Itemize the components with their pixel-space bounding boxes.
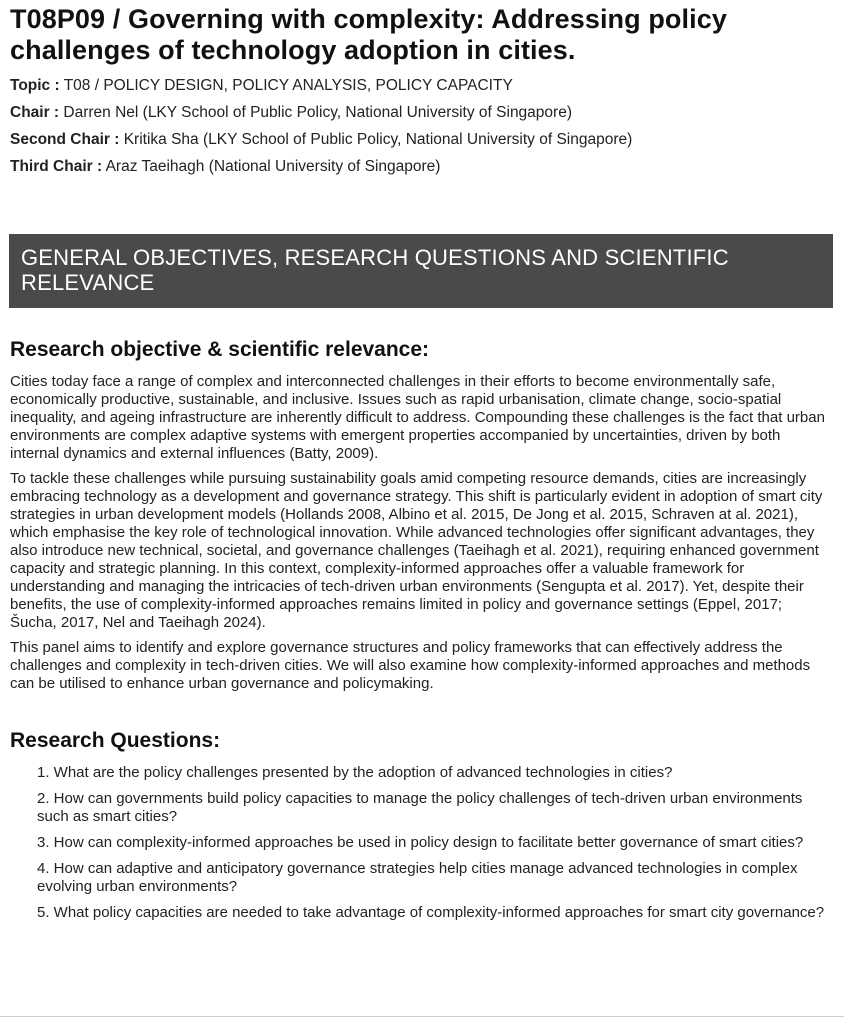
objective-paragraph: To tackle these challenges while pursuing sustainability goals amid competing resource demands, cities are increasingly embracing technology as a development and governance strategy. This shift is particularly evident in adoption of smart city strategies in urban development models (Hollands 2008, Albino et al. 2015, De Jong et al. 2015, Schraven at al. 2021), which emphasise the key role of technological innovation. While advanced technologies offer significant advantages, they also introduce new technical, societal, and governance challenges (Taeihagh et al. 2021), requiring enhanced government capacity and strategic planning. In this context, complexity-informed approaches offer a valuable framework for understanding and managing the intricacies of tech-driven urban environments (Sengupta et al. 2017). Yet, despite their benefits, the use of complexity-informed approaches remains limited in policy and governance settings (Eppel, 2017; Šucha, 2017, Nel and Taeihagh 2024). [10,470,823,631]
third-chair-label: Third Chair : [10,158,103,175]
research-question-item: 3. How can complexity-informed approaches be used in policy design to facilitate better governance of smart cities? [37,834,804,851]
topic-row [10,72,834,99]
panel-header [10,0,834,180]
research-question-item: 2. How can governments build policy capacities to manage the policy challenges of tech-driven urban environments such as smart cities? [37,790,803,825]
second-chair-value: Kritika Sha (LKY School of Public Policy, National University of Singapore) [123,131,633,148]
research-question-item: 4. How can adaptive and anticipatory governance strategies help cities manage advanced technologies in complex evolving urban environments? [37,860,798,895]
chair-value: Darren Nel (LKY School of Public Policy, National University of Singapore) [63,104,572,121]
research-questions-heading: Research Questions: [10,729,221,752]
objective-paragraph: This panel aims to identify and explore governance structures and policy frameworks that can effectively address the challenges and complexity in tech-driven cities. We will also examine how complexity-informed approaches and methods can be utilised to enhance urban governance and policymaking. [10,639,811,692]
panel-meta [10,72,834,180]
section-banner: GENERAL OBJECTIVES, RESEARCH QUESTIONS AND SCIENTIFIC RELEVANCE [9,234,833,308]
page-title: T08P09 / Governing with complexity: Addressing policy challenges of technology adoption in cities. [10,4,727,65]
third-chair-row [10,153,834,180]
second-chair-row [10,126,834,153]
objective-heading: Research objective & scientific relevance: [10,338,430,361]
research-questions-list [10,764,832,922]
third-chair-value: Araz Taeihagh (National University of Singapore) [105,158,441,175]
research-question-item: 1. What are the policy challenges presented by the adoption of advanced technologies in cities? [37,764,673,781]
objective-paragraph: Cities today face a range of complex and interconnected challenges in their efforts to become environmentally safe, economically productive, sustainable, and inclusive. Issues such as rapid urbanisation, climate change, socio-spatial inequality, and ageing infrastructure are inherently difficult to address. Compounding these challenges is the fact that urban environments are complex adaptive systems with emergent properties accompanied by uncertainties, driven by both internal dynamics and external influences (Batty, 2009). [10,373,825,462]
second-chair-label: Second Chair : [10,131,120,148]
main-content [10,336,832,930]
research-question-item: 5. What policy capacities are needed to take advantage of complexity-informed approaches for smart city governance? [37,904,825,921]
topic-value: T08 / POLICY DESIGN, POLICY ANALYSIS, POLICY CAPACITY [63,77,513,94]
chair-row [10,99,834,126]
chair-label: Chair : [10,104,60,121]
topic-label: Topic : [10,77,60,94]
